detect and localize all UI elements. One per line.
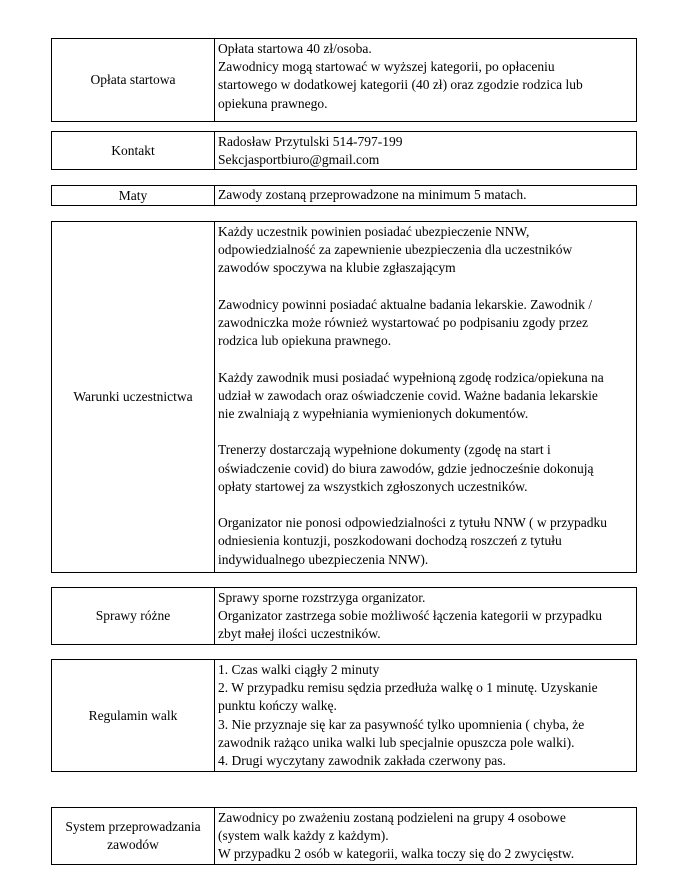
row-label: Maty xyxy=(52,186,215,205)
row-content xyxy=(215,186,636,205)
row-content xyxy=(215,222,636,572)
content-line: zbyt małej ilości uczestników. xyxy=(218,626,381,642)
contact-email: Sekcjasportbiuro@gmail.com xyxy=(218,152,380,168)
content-line: 4. Drugi wyczytany zawodnik zakłada czerwony pas. xyxy=(218,753,506,769)
content-line: udział w zawodach oraz oświadczenie covid. Ważne badania lekarskie xyxy=(218,387,598,403)
row-label: Opłata startowa xyxy=(52,39,215,121)
row-content xyxy=(215,588,636,644)
row-label: Warunki uczestnictwa xyxy=(52,222,215,572)
content-line: Zawody zostaną przeprowadzone na minimum 5 matach. xyxy=(218,187,527,202)
row-content xyxy=(215,132,636,169)
content-line: 2. W przypadku remisu sędzia przedłuża walkę o 1 minutę. Uzyskanie xyxy=(218,680,598,696)
row-label: Sprawy różne xyxy=(52,588,215,644)
content-line: rodzica lub opiekuna prawnego. xyxy=(218,333,392,349)
row-system-przeprowadzania xyxy=(51,807,637,865)
row-content xyxy=(215,660,636,771)
content-line: Organizator zastrzega sobie możliwość łączenia kategorii w przypadku xyxy=(218,608,602,624)
content-line: Każdy uczestnik powinien posiadać ubezpieczenie NNW, xyxy=(218,224,530,239)
content-line: Opłata startowa 40 zł/osoba. xyxy=(218,41,372,56)
row-kontakt xyxy=(51,131,637,170)
content-line: 3. Nie przyznaje się kar za pasywność tylko upomnienia ( chyba, że xyxy=(218,716,585,732)
content-line: Organizator nie ponosi odpowiedzialności z tytułu NNW ( w przypadku xyxy=(218,515,608,531)
row-regulamin-walk xyxy=(51,659,637,772)
content-line: Każdy zawodnik musi posiadać wypełnioną zgodę rodzica/opiekuna na xyxy=(218,369,604,385)
row-warunki-uczestnictwa xyxy=(51,221,637,573)
paragraph xyxy=(218,514,633,569)
content-line: Radosław Przytulski 514-797-199 xyxy=(218,134,403,149)
content-line: odniesienia kontuzji, poszkodowani dochodzą roszczeń z tytułu xyxy=(218,533,562,549)
content-line: opłaty startowej za wszystkich zgłoszonych uczestników. xyxy=(218,478,528,494)
content-line: punktu kończy walkę. xyxy=(218,698,337,714)
content-line: W przypadku 2 osób w kategorii, walka toczy się do 2 zwycięstw. xyxy=(218,846,575,862)
row-sprawy-rozne xyxy=(51,587,637,645)
row-content xyxy=(215,808,636,864)
paragraph xyxy=(218,296,633,351)
row-oplata-startowa xyxy=(51,38,637,122)
content-line: Zawodnicy powinni posiadać aktualne badania lekarskie. Zawodnik / xyxy=(218,296,593,312)
content-line: zawodów spoczywa na klubie zgłaszającym xyxy=(218,260,456,276)
paragraph xyxy=(218,223,633,278)
content-line: startowego w dodatkowej kategorii (40 zł) oraz zgodzie rodzica lub xyxy=(218,77,583,93)
content-line: Zawodnicy po zważeniu zostaną podzieleni na grupy 4 osobowe xyxy=(218,810,566,825)
row-label: Regulamin walk xyxy=(52,660,215,771)
content-line: (system walk każdy z każdym). xyxy=(218,828,389,844)
row-label: System przeprowadzania zawodów xyxy=(52,808,215,864)
paragraph xyxy=(218,369,633,424)
content-line: Zawodnicy mogą startować w wyższej kategorii, po opłaceniu xyxy=(218,59,555,75)
row-content xyxy=(215,39,636,121)
content-line: zawodniczka może również wystartować po podpisaniu zgody przez xyxy=(218,315,588,330)
row-label: Kontakt xyxy=(52,132,215,169)
content-line: nie zwalniają z wypełniania wymienionych dokumentów. xyxy=(218,406,529,421)
paragraph xyxy=(218,441,633,496)
content-line: Trenerzy dostarczają wypełnione dokumenty (zgodę na start i xyxy=(218,442,551,458)
content-line: opiekuna prawnego. xyxy=(218,95,328,111)
row-maty xyxy=(51,185,637,206)
content-line: 1. Czas walki ciągły 2 minuty xyxy=(218,662,380,677)
content-line: odpowiedzialność za zapewnienie ubezpieczenia dla uczestników xyxy=(218,242,573,258)
content-line: oświadczenie covid) do biura zawodów, gdzie jednocześnie dokonują xyxy=(218,460,594,476)
content-line: indywidualnego ubezpieczenia NNW). xyxy=(218,551,429,567)
content-line: zawodnik rażąco unika walki lub specjalnie opuszcza pole walki). xyxy=(218,734,575,750)
content-line: Sprawy sporne rozstrzyga organizator. xyxy=(218,590,426,605)
